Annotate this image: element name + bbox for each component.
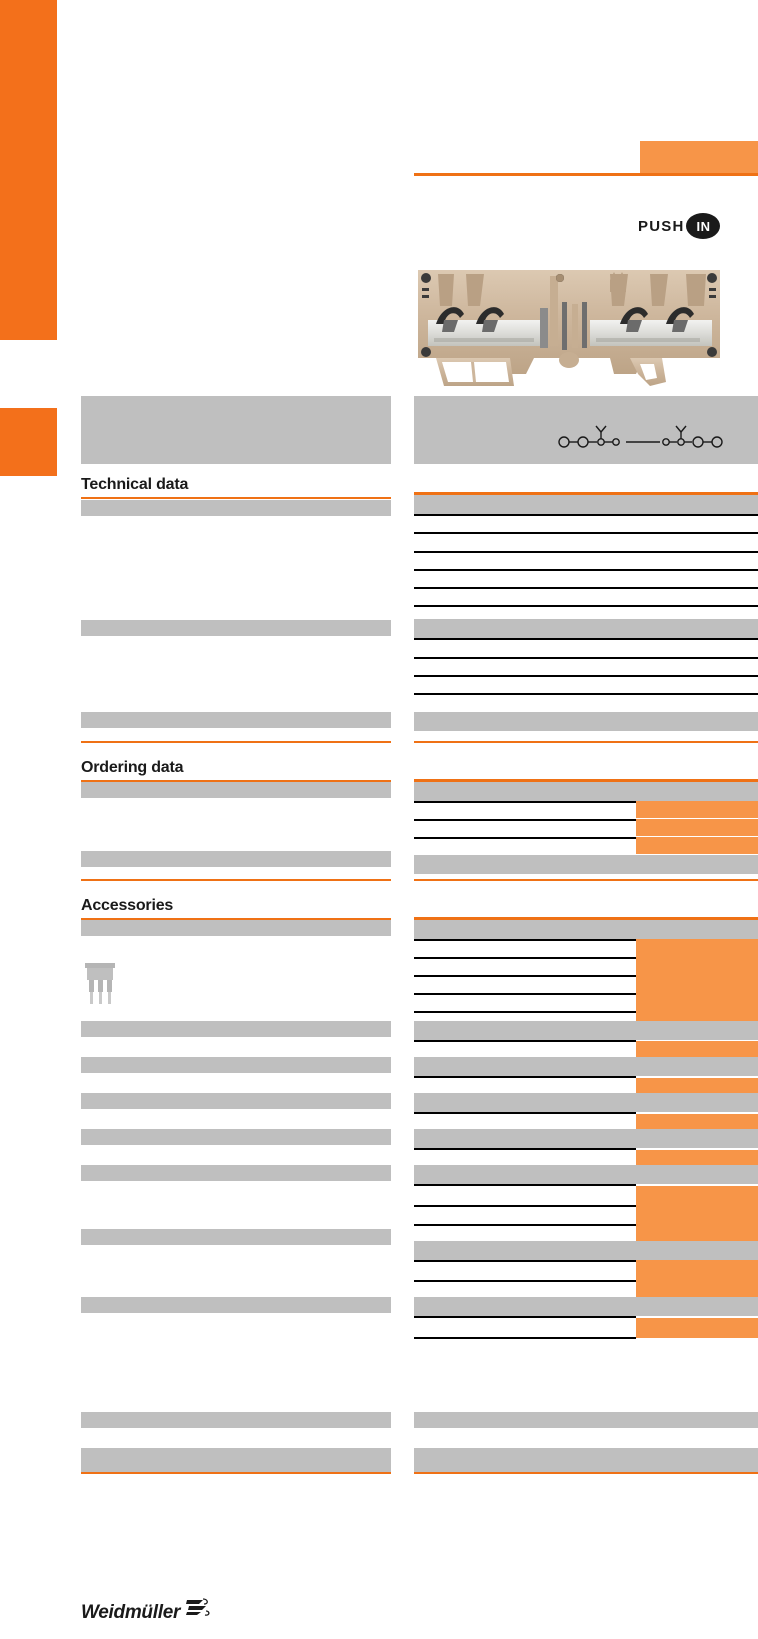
technical-table-header-row [414, 495, 758, 514]
accessories-row-divider [414, 1224, 636, 1226]
header-rule [414, 173, 758, 176]
accessories-group-row [414, 1093, 758, 1112]
left-bar-technical-header [81, 500, 391, 516]
accessories-group-row [414, 1021, 758, 1040]
technical-row-divider [414, 638, 758, 640]
left-bar-ordering-footer [81, 851, 391, 867]
ordering-row-divider [414, 801, 636, 803]
left-bar-accessory-group-5 [81, 1165, 391, 1181]
left-bar-accessories-header [81, 920, 391, 936]
accessories-group-row [414, 1165, 758, 1184]
accessories-table-header-row [414, 920, 758, 939]
left-bar-accessory-group-2 [81, 1057, 391, 1073]
accessories-row-divider [414, 1280, 636, 1282]
left-rule-footnote [81, 1472, 391, 1474]
ordering-table-footer-row [414, 855, 758, 874]
left-bar-accessory-group-1 [81, 1021, 391, 1037]
accessories-group-row [414, 1057, 758, 1076]
accessories-row-divider [414, 1040, 636, 1042]
technical-table-footer-row [414, 712, 758, 731]
right-rule-ordering-end [414, 879, 758, 881]
accessories-row-divider [414, 1011, 636, 1013]
accessories-row-divider [414, 957, 636, 959]
left-bar-technical-group [81, 620, 391, 636]
ordering-row-divider [414, 819, 636, 821]
left-bar-footnote-1 [81, 1412, 391, 1428]
technical-row-divider [414, 569, 758, 571]
technical-row-divider [414, 605, 758, 607]
accessories-order-no-column[interactable] [636, 1260, 758, 1302]
weidmueller-logo-mark [186, 1598, 210, 1621]
product-illustration-svg [414, 262, 724, 394]
accessories-row-divider [414, 1148, 636, 1150]
accessories-group-row [414, 1297, 758, 1316]
technical-row-divider [414, 693, 758, 695]
push-in-badge [638, 213, 720, 239]
left-bar-accessory-group-3 [81, 1093, 391, 1109]
accessories-row-divider [414, 1316, 636, 1318]
left-bar-footnote-2 [81, 1448, 391, 1472]
terminal-connection-schematic [556, 418, 728, 459]
left-bar-technical-footer [81, 712, 391, 728]
technical-row-divider [414, 675, 758, 677]
accessories-row-divider [414, 993, 636, 995]
technical-row-divider [414, 657, 758, 659]
left-rule-ordering-end [81, 879, 391, 881]
accessories-row-divider [414, 1260, 636, 1262]
accessories-row-divider [414, 1112, 636, 1114]
accessories-order-no-column[interactable] [636, 1186, 758, 1244]
accessories-row-divider [414, 1337, 636, 1339]
register-tab-primary[interactable] [0, 0, 57, 340]
push-in-badge-in-text: IN [696, 218, 711, 234]
accessories-group-row [414, 1241, 758, 1260]
accessories-group-row [414, 1129, 758, 1148]
ordering-row-divider [414, 837, 636, 839]
left-rule-technical [81, 497, 391, 499]
technical-row-divider [414, 551, 758, 553]
product-description-panel [81, 396, 391, 464]
technical-row-divider [414, 532, 758, 534]
terminal-block-cross-section-image [414, 262, 724, 394]
cross-connector-icon [83, 963, 117, 1005]
left-bar-ordering-header [81, 782, 391, 798]
register-tab-secondary[interactable] [0, 408, 57, 476]
ordering-order-no-cell[interactable] [636, 819, 758, 836]
cross-connector-svg [83, 963, 117, 1005]
left-bar-accessory-group-4 [81, 1129, 391, 1145]
technical-row-divider [414, 587, 758, 589]
ordering-order-no-cell[interactable] [636, 837, 758, 854]
left-bar-accessory-group-6 [81, 1229, 391, 1245]
accessories-row-divider [414, 1205, 636, 1207]
schematic-svg [556, 418, 728, 454]
header-tab-block [640, 141, 758, 173]
weidmueller-logo [81, 1598, 210, 1622]
accessories-row-divider [414, 1076, 636, 1078]
push-in-badge-word: PUSH [638, 217, 685, 235]
right-rule-footnote [414, 1472, 758, 1474]
logo-mark-svg [186, 1598, 210, 1616]
right-rule-technical-end [414, 741, 758, 743]
accessories-order-no-cell[interactable] [636, 1318, 758, 1338]
section-heading-ordering-data: Ordering data [81, 759, 184, 776]
accessories-row-divider [414, 1184, 636, 1186]
accessories-row-divider [414, 975, 636, 977]
left-rule-technical-end [81, 741, 391, 743]
push-in-badge-oval [686, 213, 720, 239]
ordering-order-no-cell[interactable] [636, 801, 758, 818]
right-bar-footnote-1 [414, 1412, 758, 1428]
header-title-area [414, 120, 634, 170]
weidmueller-wordmark: Weidmüller [81, 1602, 181, 1623]
left-bar-accessory-group-7 [81, 1297, 391, 1313]
right-bar-footnote-2 [414, 1448, 758, 1472]
ordering-table-header-row [414, 782, 758, 801]
technical-table-group-row [414, 619, 758, 638]
accessories-order-no-column[interactable] [636, 939, 758, 1023]
section-heading-accessories: Accessories [81, 897, 174, 914]
section-heading-technical-data: Technical data [81, 476, 189, 493]
accessories-row-divider [414, 939, 636, 941]
technical-row-divider [414, 514, 758, 516]
